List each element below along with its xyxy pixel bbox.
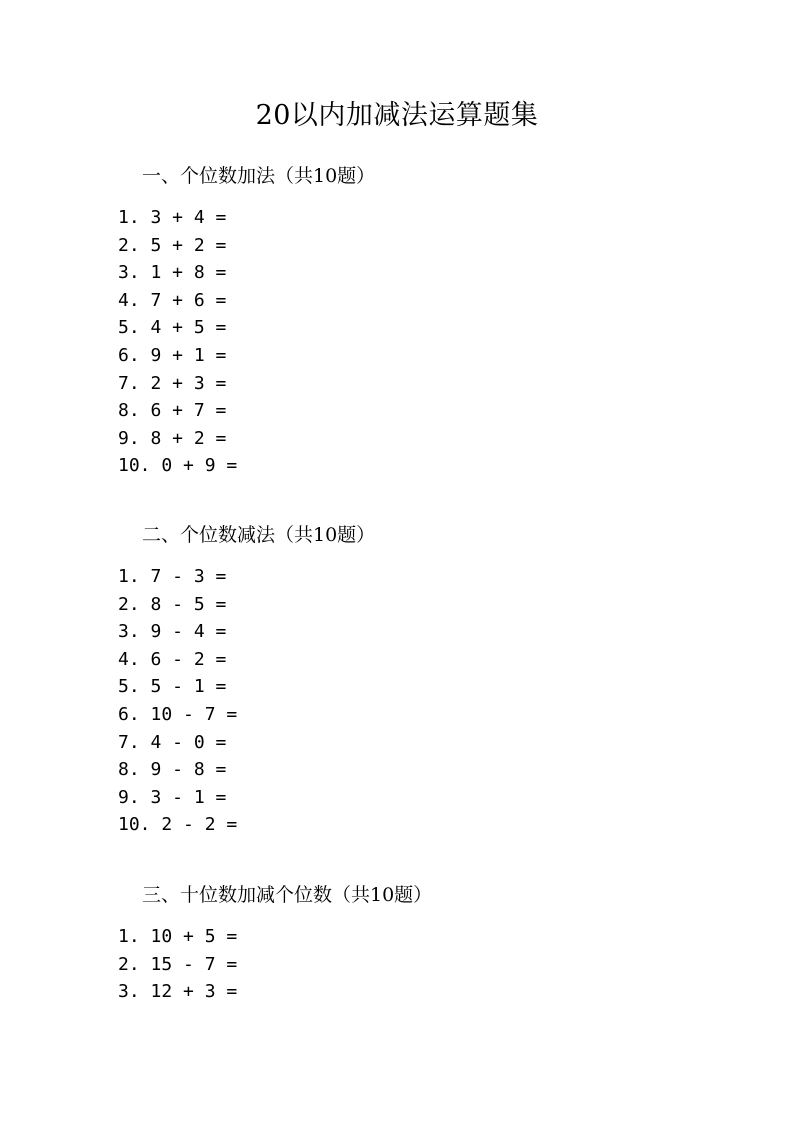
problem-item: 3. 12 + 3 = (118, 981, 238, 1003)
problem-item: 3. 1 + 8 = (118, 262, 227, 284)
problem-item: 2. 8 - 5 = (118, 593, 227, 615)
problem-item: 4. 6 - 2 = (118, 648, 227, 670)
problem-item: 8. 6 + 7 = (118, 400, 227, 422)
page-title: 20以内加减法运算题集 (255, 100, 539, 131)
problem-item: 4. 7 + 6 = (118, 289, 227, 311)
problem-item: 6. 10 - 7 = (118, 703, 238, 725)
problem-item: 1. 10 + 5 = (118, 926, 238, 947)
problem-item: 2. 5 + 2 = (118, 234, 227, 256)
problem-list (118, 204, 237, 480)
problem-item: 5. 4 + 5 = (118, 317, 227, 339)
problem-item: 2. 15 - 7 = (118, 953, 238, 975)
section-heading: 二、个位数减法（共10题） (142, 524, 376, 546)
problem-item: 6. 9 + 1 = (118, 344, 227, 366)
section-heading: 一、个位数加法（共10题） (142, 165, 376, 187)
problem-list (118, 563, 237, 839)
problem-item: 5. 5 - 1 = (118, 676, 227, 698)
problem-list (118, 923, 237, 1006)
problem-item: 8. 9 - 8 = (118, 759, 227, 781)
problem-item: 10. 0 + 9 = (118, 455, 238, 477)
problem-item: 3. 9 - 4 = (118, 621, 227, 643)
problem-item: 1. 3 + 4 = (118, 207, 227, 228)
problem-item: 9. 3 - 1 = (118, 786, 227, 808)
problem-item: 10. 2 - 2 = (118, 814, 238, 836)
problem-item: 9. 8 + 2 = (118, 427, 227, 449)
problem-item: 7. 2 + 3 = (118, 372, 227, 394)
section-heading: 三、十位数加减个位数（共10题） (142, 884, 433, 906)
problem-item: 7. 4 - 0 = (118, 731, 227, 753)
problem-item: 1. 7 - 3 = (118, 566, 227, 587)
